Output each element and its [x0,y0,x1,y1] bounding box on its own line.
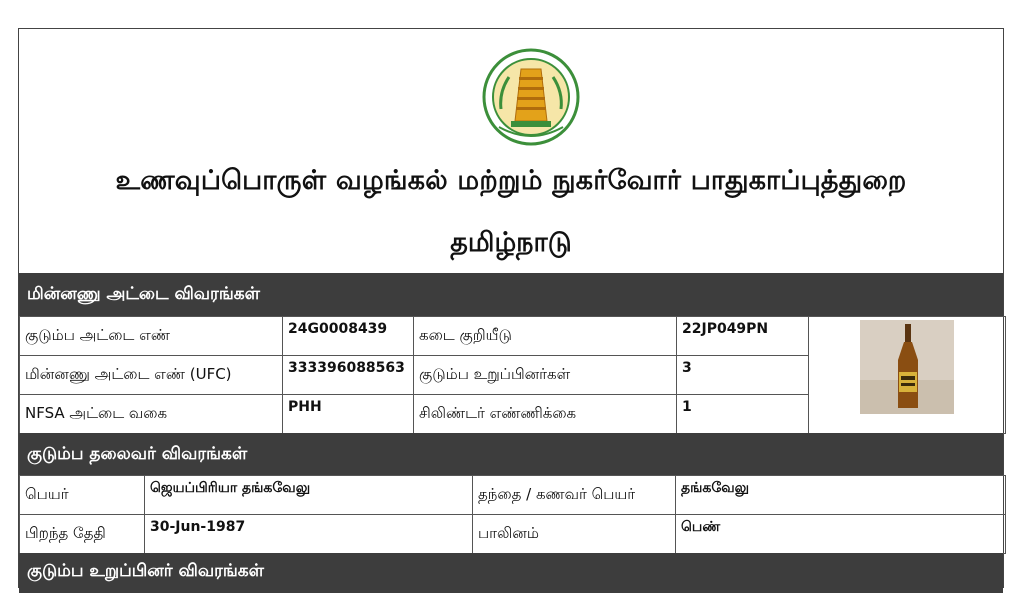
father-husband-name-label: தந்தை / கணவர் பெயர் [473,476,676,515]
nfsa-card-type-value: PHH [283,395,414,434]
table-row [20,476,1006,515]
shop-code-label: கடை குறியீடு [414,317,677,356]
cylinder-count-value: 1 [677,395,809,434]
tamil-nadu-emblem-icon [481,47,581,147]
bottle-photo-icon [860,320,954,414]
family-members-section-header: குடும்ப உறுப்பினர் விவரங்கள் [19,553,1003,593]
nfsa-card-type-label: NFSA அட்டை வகை [20,395,283,434]
state-title: தமிழ்நாடு [450,227,572,258]
ufc-number-value: 333396088563 [283,356,414,395]
name-value: ஜெயப்பிரியா தங்கவேலு [145,476,473,515]
smart-card-details-table [19,316,1006,434]
family-members-value: 3 [677,356,809,395]
gender-label: பாலினம் [473,515,676,554]
name-label: பெயர் [20,476,145,515]
family-head-details-table [19,475,1006,554]
family-head-section-header: குடும்ப தலைவர் விவரங்கள் [19,433,1003,475]
father-husband-name-value: தங்கவேலு [676,476,1006,515]
family-members-label: குடும்ப உறுப்பினர்கள் [414,356,677,395]
department-title: உணவுப்பொருள் வழங்கல் மற்றும் நுகர்வோர் பாதுகாப்புத்துறை [115,165,907,196]
family-card-number-value: 24G0008439 [283,317,414,356]
cylinder-count-label: சிலிண்டர் எண்ணிக்கை [414,395,677,434]
ration-card-document [18,28,1004,588]
date-of-birth-label: பிறந்த தேதி [20,515,145,554]
gender-value: பெண் [676,515,1006,554]
smart-card-section-header: மின்னணு அட்டை விவரங்கள் [19,273,1003,316]
family-card-number-label: குடும்ப அட்டை எண் [20,317,283,356]
table-row [20,317,1006,356]
table-row [20,515,1006,554]
card-holder-photo [809,317,1006,434]
date-of-birth-value: 30-Jun-1987 [145,515,473,554]
ufc-number-label: மின்னணு அட்டை எண் (UFC) [20,356,283,395]
shop-code-value: 22JP049PN [677,317,809,356]
